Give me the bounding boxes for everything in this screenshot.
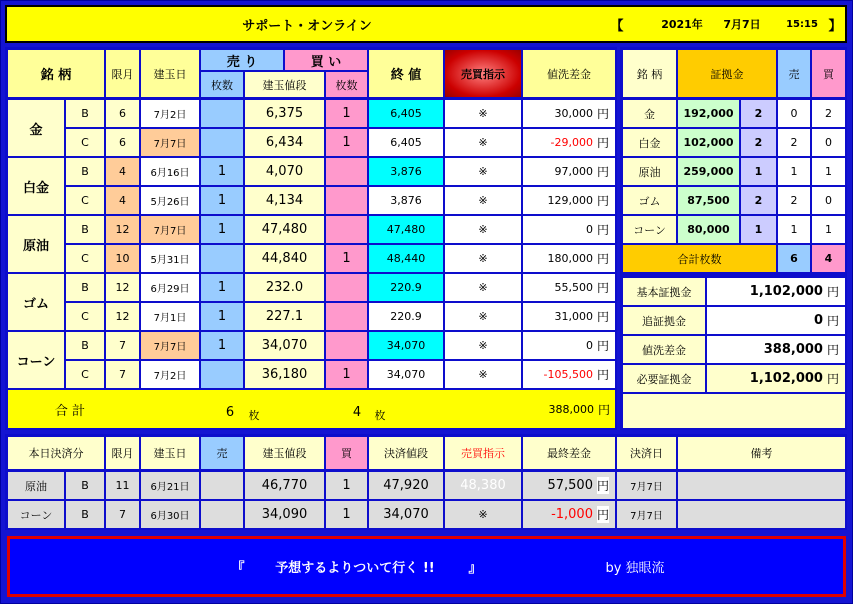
buy-count bbox=[325, 215, 368, 244]
summary-label: 追証拠金 bbox=[622, 306, 706, 335]
summary-label: 必要証拠金 bbox=[622, 364, 706, 393]
settled-instruction: 48,380 bbox=[444, 471, 522, 500]
trade-instruction: ※ bbox=[444, 273, 522, 302]
margin-buy: 2 bbox=[811, 99, 846, 128]
trade-instruction: ※ bbox=[444, 215, 522, 244]
settled-sell bbox=[200, 500, 244, 529]
close-price: 6,405 bbox=[368, 128, 444, 157]
diff-value: -105,500 bbox=[543, 368, 593, 381]
margin-qty: 2 bbox=[740, 128, 777, 157]
yen-unit: 円 bbox=[596, 165, 609, 179]
summary-amount: 388,000 bbox=[763, 342, 823, 357]
col-header-uri: 売 り bbox=[200, 49, 284, 71]
margin-col-uri: 売 bbox=[777, 49, 811, 98]
settled-month: 11 bbox=[105, 471, 140, 500]
total-diff-value: 388,000 bbox=[548, 402, 594, 416]
settled-open-price: 34,090 bbox=[244, 500, 325, 529]
margin-commodity: 金 bbox=[622, 99, 677, 128]
mark-to-market bbox=[522, 360, 616, 389]
contract-month: 7 bbox=[105, 360, 140, 389]
contract-month: 4 bbox=[105, 186, 140, 215]
close-price: 220.9 bbox=[368, 302, 444, 331]
yen-unit: 円 bbox=[596, 194, 609, 208]
sell-count: 1 bbox=[200, 302, 244, 331]
margin-total-buy: 4 bbox=[811, 244, 846, 273]
quote-close: 』 bbox=[468, 561, 482, 576]
margin-commodity: 原油 bbox=[622, 157, 677, 186]
summary-value bbox=[706, 335, 846, 364]
trade-instruction: ※ bbox=[444, 99, 522, 128]
margin-sell: 0 bbox=[777, 99, 811, 128]
app-title: サポート・オンライン bbox=[242, 18, 372, 34]
buy-count: 1 bbox=[325, 360, 368, 389]
trade-instruction: ※ bbox=[444, 186, 522, 215]
banner-message: 予想するよりついて行く !! bbox=[275, 561, 435, 576]
close-price: 48,440 bbox=[368, 244, 444, 273]
yen-unit: 円 bbox=[826, 343, 839, 357]
yen-unit: 円 bbox=[826, 285, 839, 299]
yen-unit: 円 bbox=[826, 372, 839, 386]
mark-to-market bbox=[522, 331, 616, 360]
position-type: C bbox=[65, 244, 105, 273]
mark-to-market bbox=[522, 186, 616, 215]
settled-open-date: 6月30日 bbox=[140, 500, 200, 529]
position-type: C bbox=[65, 186, 105, 215]
settled-final bbox=[522, 500, 616, 529]
mark-to-market bbox=[522, 273, 616, 302]
bracket-close: 】 bbox=[828, 18, 842, 34]
settled-col-gengetsu: 限月 bbox=[105, 436, 140, 470]
diff-value: 31,000 bbox=[554, 310, 593, 323]
margin-buy: 1 bbox=[811, 157, 846, 186]
motto-banner bbox=[7, 536, 846, 597]
margin-amount: 80,000 bbox=[677, 215, 740, 244]
close-price: 47,480 bbox=[368, 215, 444, 244]
margin-amount: 87,500 bbox=[677, 186, 740, 215]
total-sell-unit: 枚 bbox=[248, 409, 260, 422]
settled-sell bbox=[200, 471, 244, 500]
col-header-buy-count: 枚数 bbox=[325, 71, 368, 98]
margin-amount: 192,000 bbox=[677, 99, 740, 128]
position-type: B bbox=[65, 273, 105, 302]
banner-byline: by 独眼流 bbox=[605, 561, 665, 576]
open-date: 7月2日 bbox=[140, 99, 200, 128]
buy-count bbox=[325, 302, 368, 331]
quote-open: 『 bbox=[231, 561, 245, 576]
yen-unit: 円 bbox=[596, 368, 609, 382]
buy-count: 1 bbox=[325, 99, 368, 128]
open-date: 7月7日 bbox=[140, 128, 200, 157]
col-header-meigara: 銘 柄 bbox=[7, 49, 105, 98]
trade-instruction: ※ bbox=[444, 360, 522, 389]
commodity-name: 金 bbox=[7, 99, 65, 157]
settled-price: 34,070 bbox=[368, 500, 444, 529]
summary-amount: 0 bbox=[813, 313, 823, 328]
contract-month: 4 bbox=[105, 157, 140, 186]
close-price: 220.9 bbox=[368, 273, 444, 302]
buy-count: 1 bbox=[325, 128, 368, 157]
summary-amount: 1,102,000 bbox=[749, 371, 823, 386]
open-date: 6月29日 bbox=[140, 273, 200, 302]
settled-col-saishu: 最終差金 bbox=[522, 436, 616, 470]
yen-unit: 円 bbox=[596, 281, 609, 295]
open-price: 36,180 bbox=[244, 360, 325, 389]
settled-final-value: 57,500 bbox=[547, 478, 593, 493]
settled-col-tategyokubi: 建玉日 bbox=[140, 436, 200, 470]
settled-buy: 1 bbox=[325, 500, 368, 529]
summary-label: 値洗差金 bbox=[622, 335, 706, 364]
settled-final bbox=[522, 471, 616, 500]
mark-to-market bbox=[522, 99, 616, 128]
settled-note bbox=[677, 471, 846, 500]
contract-month: 6 bbox=[105, 99, 140, 128]
settled-col-uri: 売 bbox=[200, 436, 244, 470]
margin-buy: 1 bbox=[811, 215, 846, 244]
settled-date: 7月7日 bbox=[616, 471, 677, 500]
margin-total-label: 合計枚数 bbox=[622, 244, 777, 273]
settled-col-biko: 備考 bbox=[677, 436, 846, 470]
settled-instruction: ※ bbox=[444, 500, 522, 529]
col-header-sagaku: 値洗差金 bbox=[522, 49, 616, 98]
position-type: B bbox=[65, 331, 105, 360]
yen-unit: 円 bbox=[596, 107, 609, 121]
settled-type: B bbox=[65, 500, 105, 529]
diff-value: -29,000 bbox=[550, 136, 593, 149]
open-date: 6月16日 bbox=[140, 157, 200, 186]
margin-buy: 0 bbox=[811, 128, 846, 157]
commodity-name: 白金 bbox=[7, 157, 65, 215]
sell-count bbox=[200, 128, 244, 157]
settled-type: B bbox=[65, 471, 105, 500]
summary-value bbox=[706, 277, 846, 306]
buy-count bbox=[325, 186, 368, 215]
commodity-name: 原油 bbox=[7, 215, 65, 273]
contract-month: 12 bbox=[105, 273, 140, 302]
open-price: 44,840 bbox=[244, 244, 325, 273]
yen-unit: 円 bbox=[596, 136, 609, 150]
open-price: 47,480 bbox=[244, 215, 325, 244]
margin-total-sell: 6 bbox=[777, 244, 811, 273]
summary-amount: 1,102,000 bbox=[749, 284, 823, 299]
margin-qty: 2 bbox=[740, 99, 777, 128]
close-price: 6,405 bbox=[368, 99, 444, 128]
sell-count: 1 bbox=[200, 186, 244, 215]
settled-col-kai: 買 bbox=[325, 436, 368, 470]
margin-col-kai: 買 bbox=[811, 49, 846, 98]
summary-label: 基本証拠金 bbox=[622, 277, 706, 306]
position-type: B bbox=[65, 215, 105, 244]
contract-month: 10 bbox=[105, 244, 140, 273]
contract-month: 12 bbox=[105, 302, 140, 331]
open-date: 7月7日 bbox=[140, 331, 200, 360]
trade-instruction: ※ bbox=[444, 302, 522, 331]
shiji-header-button[interactable]: 売買指示 bbox=[444, 49, 522, 98]
open-price: 232.0 bbox=[244, 273, 325, 302]
bracket-open: 【 bbox=[610, 18, 624, 34]
margin-col-meigara: 銘 柄 bbox=[622, 49, 677, 98]
open-price: 6,434 bbox=[244, 128, 325, 157]
settled-price: 47,920 bbox=[368, 471, 444, 500]
margin-commodity: コーン bbox=[622, 215, 677, 244]
close-price: 3,876 bbox=[368, 157, 444, 186]
open-price: 4,070 bbox=[244, 157, 325, 186]
mark-to-market bbox=[522, 157, 616, 186]
summary-blank bbox=[622, 393, 846, 429]
col-header-neda: 建玉値段 bbox=[244, 71, 325, 98]
buy-count: 1 bbox=[325, 244, 368, 273]
margin-qty: 1 bbox=[740, 215, 777, 244]
yen-unit: 円 bbox=[826, 314, 839, 328]
settled-col-kessaibi: 決済日 bbox=[616, 436, 677, 470]
diff-value: 30,000 bbox=[554, 107, 593, 120]
settled-note bbox=[677, 500, 846, 529]
margin-amount: 259,000 bbox=[677, 157, 740, 186]
open-price: 227.1 bbox=[244, 302, 325, 331]
open-date: 5月31日 bbox=[140, 244, 200, 273]
open-price: 34,070 bbox=[244, 331, 325, 360]
diff-value: 55,500 bbox=[554, 281, 593, 294]
settled-open-price: 46,770 bbox=[244, 471, 325, 500]
total-sell-count: 6 bbox=[225, 404, 235, 420]
summary-value bbox=[706, 306, 846, 335]
buy-count bbox=[325, 273, 368, 302]
mark-to-market bbox=[522, 215, 616, 244]
summary-value bbox=[706, 364, 846, 393]
margin-commodity: 白金 bbox=[622, 128, 677, 157]
sell-count bbox=[200, 360, 244, 389]
margin-sell: 2 bbox=[777, 186, 811, 215]
margin-amount: 102,000 bbox=[677, 128, 740, 157]
total-label: 合 計 bbox=[54, 403, 86, 419]
total-buy-unit: 枚 bbox=[374, 409, 386, 422]
yen-unit: 円 bbox=[597, 402, 610, 417]
buy-count bbox=[325, 331, 368, 360]
col-header-kai: 買 い bbox=[284, 49, 368, 71]
yen-unit: 円 bbox=[596, 508, 609, 522]
margin-sell: 1 bbox=[777, 157, 811, 186]
time-display: 15:15 bbox=[786, 18, 818, 30]
open-date: 7月7日 bbox=[140, 215, 200, 244]
margin-commodity: ゴム bbox=[622, 186, 677, 215]
diff-value: 180,000 bbox=[547, 252, 593, 265]
position-type: C bbox=[65, 128, 105, 157]
margin-qty: 1 bbox=[740, 157, 777, 186]
position-type: C bbox=[65, 360, 105, 389]
margin-sell: 1 bbox=[777, 215, 811, 244]
margin-qty: 2 bbox=[740, 186, 777, 215]
margin-buy: 0 bbox=[811, 186, 846, 215]
yen-unit: 円 bbox=[596, 252, 609, 266]
margin-sell: 2 bbox=[777, 128, 811, 157]
mark-to-market bbox=[522, 302, 616, 331]
sell-count bbox=[200, 99, 244, 128]
contract-month: 12 bbox=[105, 215, 140, 244]
sell-count: 1 bbox=[200, 273, 244, 302]
open-date: 5月26日 bbox=[140, 186, 200, 215]
open-price: 4,134 bbox=[244, 186, 325, 215]
diff-value: 0 bbox=[585, 339, 593, 352]
mark-to-market bbox=[522, 244, 616, 273]
commodity-name: コーン bbox=[7, 331, 65, 389]
title-bar bbox=[5, 5, 847, 43]
total-buy-count: 4 bbox=[352, 404, 362, 420]
diff-value: 0 bbox=[585, 223, 593, 236]
sell-count: 1 bbox=[200, 215, 244, 244]
trade-instruction: ※ bbox=[444, 157, 522, 186]
contract-month: 7 bbox=[105, 331, 140, 360]
yen-unit: 円 bbox=[596, 223, 609, 237]
yen-unit: 円 bbox=[596, 310, 609, 324]
date-day: 7月7日 bbox=[723, 18, 761, 31]
settled-buy: 1 bbox=[325, 471, 368, 500]
trade-instruction: ※ bbox=[444, 244, 522, 273]
position-type: B bbox=[65, 99, 105, 128]
sell-count: 1 bbox=[200, 331, 244, 360]
trade-instruction: ※ bbox=[444, 128, 522, 157]
close-price: 3,876 bbox=[368, 186, 444, 215]
commodity-name: ゴム bbox=[7, 273, 65, 331]
settled-final-value: -1,000 bbox=[551, 507, 593, 522]
mark-to-market bbox=[522, 128, 616, 157]
settled-date: 7月7日 bbox=[616, 500, 677, 529]
diff-value: 129,000 bbox=[547, 194, 593, 207]
sell-count: 1 bbox=[200, 157, 244, 186]
open-date: 7月2日 bbox=[140, 360, 200, 389]
settled-open-date: 6月21日 bbox=[140, 471, 200, 500]
open-date: 7月1日 bbox=[140, 302, 200, 331]
margin-col-shokokin: 証拠金 bbox=[677, 49, 777, 98]
close-price: 34,070 bbox=[368, 360, 444, 389]
sell-count bbox=[200, 244, 244, 273]
yen-unit: 円 bbox=[596, 339, 609, 353]
open-price: 6,375 bbox=[244, 99, 325, 128]
settled-col-kessai-neda: 決済値段 bbox=[368, 436, 444, 470]
settled-col-shiji: 売買指示 bbox=[444, 436, 522, 470]
total-diff bbox=[500, 389, 616, 429]
position-type: B bbox=[65, 157, 105, 186]
col-header-owarine: 終 値 bbox=[368, 49, 444, 98]
close-price: 34,070 bbox=[368, 331, 444, 360]
yen-unit: 円 bbox=[596, 479, 609, 493]
date-year: 2021年 bbox=[661, 18, 703, 31]
settled-col-neda: 建玉値段 bbox=[244, 436, 325, 470]
col-header-sell-count: 枚数 bbox=[200, 71, 244, 98]
settled-commodity: 原油 bbox=[7, 471, 65, 500]
settled-commodity: コーン bbox=[7, 500, 65, 529]
buy-count bbox=[325, 157, 368, 186]
col-header-gengetsu: 限月 bbox=[105, 49, 140, 98]
trade-instruction: ※ bbox=[444, 331, 522, 360]
settled-col-label: 本日決済分 bbox=[7, 436, 105, 470]
diff-value: 97,000 bbox=[554, 165, 593, 178]
settled-month: 7 bbox=[105, 500, 140, 529]
col-header-tategyokubi: 建玉日 bbox=[140, 49, 200, 98]
position-type: C bbox=[65, 302, 105, 331]
contract-month: 6 bbox=[105, 128, 140, 157]
